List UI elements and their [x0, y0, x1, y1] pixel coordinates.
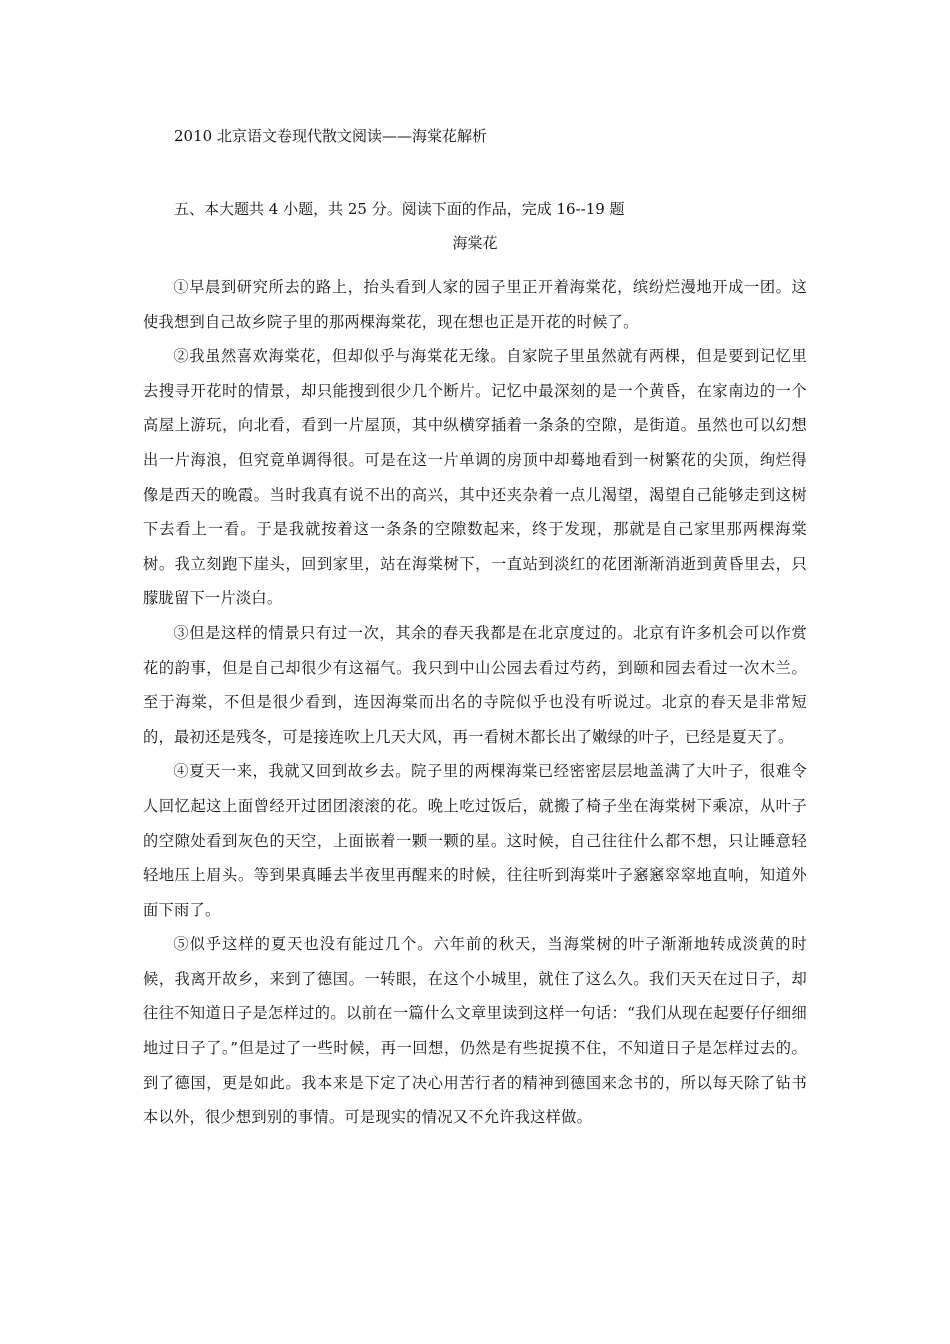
paragraph-4: ④夏天一来，我就又回到故乡去。院子里的两棵海棠已经密密层层地盖满了大叶子，很难令人回忆起这上面曾经开过团团滚滚的花。晚上吃过饭后，就搬了椅子坐在海棠树下乘凉，从叶子的空隙处看到灰色的天空，上面嵌着一颗一颗的星。这时候，自己往往什么都不想，只让睡意轻轻地压上眉头。等到果真睡去半夜里再醒来的时候，往往听到海棠叶子窸窸窣窣地直响，知道外面下雨了。: [143, 762, 807, 919]
section-heading: 五、本大题共 4 小题，共 25 分。阅读下面的作品，完成 16--19 题: [174, 200, 625, 218]
essay-title: 海棠花: [452, 234, 498, 252]
document-title: 2010 北京语文卷现代散文阅读——海棠花解析: [174, 127, 487, 145]
paragraph-1: ①早晨到研究所去的路上，抬头看到人家的园子里正开着海棠花，缤纷烂漫地开成一团。这使我想到自己故乡院子里的那两棵海棠花，现在想也正是开花的时候了。: [143, 278, 807, 331]
paragraph-5: ⑤似乎这样的夏天也没有能过几个。六年前的秋天，当海棠树的叶子渐渐地转成淡黄的时候，我离开故乡，来到了德国。一转眼，在这个小城里，就住了这么久。我们天天在过日子，却往往不知道日子是怎样过的。以前在一篇什么文章里读到这样一句话：“我们从现在起要仔仔细细地过日子了。”但是过了一些时候，再一回想，仍然是有些捉摸不住，不知道日子是怎样过去的。到了德国，更是如此。我本来是下定了决心用苦行者的精神到德国来念书的，所以每天除了钻书本以外，很少想到别的事情。可是现实的情况又不允许我这样做。: [143, 935, 807, 1127]
paragraph-2: ②我虽然喜欢海棠花，但却似乎与海棠花无缘。自家院子里虽然就有两棵，但是要到记忆里去搜寻开花时的情景，却只能搜到很少几个断片。记忆中最深刻的是一个黄昏，在家南边的一个高屋上游玩，向北看，看到一片屋顶，其中纵横穿插着一条条的空隙，是街道。虽然也可以幻想出一片海浪，但究竟单调得很。可是在这一片单调的房顶中却蓦地看到一树繁花的尖顶，绚烂得像是西天的晚霞。当时我真有说不出的高兴，其中还夹杂着一点儿渴望，渴望自己能够走到这树下去看上一看。于是我就按着这一条条的空隙数起来，终于发现，那就是自己家里那两棵海棠树。我立刻跑下崖头，回到家里，站在海棠树下，一直站到淡红的花团渐渐消逝到黄昏里去，只朦胧留下一片淡白。: [143, 347, 807, 608]
essay-body: [143, 270, 807, 1135]
paragraph-3: ③但是这样的情景只有过一次，其余的春天我都是在北京度过的。北京有许多机会可以作赏花的韵事，但是自己却很少有这福气。我只到中山公园去看过芍药，到颐和园去看过一次木兰。至于海棠，不但是很少看到，连因海棠而出名的寺院似乎也没有听说过。北京的春天是非常短的，最初还是残冬，可是接连吹上几天大风，再一看树木都长出了嫩绿的叶子，已经是夏天了。: [143, 623, 807, 746]
